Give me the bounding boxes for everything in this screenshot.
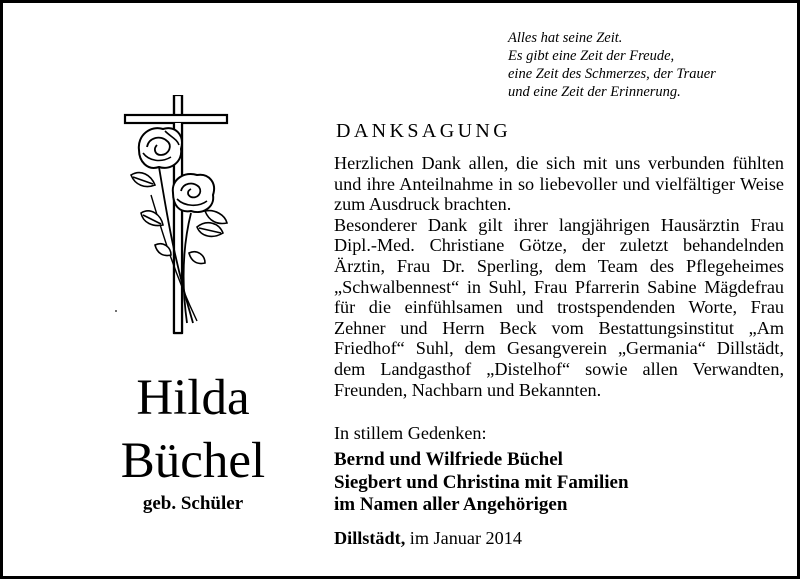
deceased-birth-name: geb. Schüler <box>142 493 244 514</box>
motto-line: Es gibt eine Zeit der Freude, <box>508 48 675 64</box>
cross-with-roses-icon <box>111 95 241 340</box>
motto-line: Alles hat seine Zeit. <box>508 30 623 46</box>
deceased-first-name: Hilda <box>136 370 250 426</box>
notice-date: im Januar 2014 <box>409 528 522 548</box>
motto-line: eine Zeit des Schmerzes, der Trauer <box>508 66 716 82</box>
closing-intro: In stillem Gedenken: <box>334 423 487 443</box>
family-line: Bernd und Wilfriede Büchel <box>334 449 563 470</box>
family-signatures <box>334 449 629 517</box>
family-line: im Namen aller Angehörigen <box>334 494 568 515</box>
motto-line: und eine Zeit der Erinnerung. <box>508 84 681 100</box>
place-date <box>334 528 522 549</box>
place-name: Dillstädt, <box>334 528 406 548</box>
thanks-text: Herzlichen Dank allen, die sich mit uns verbunden fühlten und ihre Anteilnahme in so liebevoller und vielfältiger Weise zum Ausdruck brachten. Besonderer Dank gilt ihrer langjährigen Hausärztin Frau Dipl.-Med. Christiane Götze, der zuletzt behandelnden Ärztin, Frau Dr. Sperling, dem Team des Pflegeheimes „Schwalbennest“ in Suhl, Frau Pfarrerin Sabine Mägdefrau für die einfühlsamen und trostspendenden Worte, Frau Zehner und Herrn Beck vom Bestattungsinstitut „Am Friedhof“ Suhl, dem Gesangverein „Germania“ Dillstädt, dem Landgasthof „Distelhof“ sowie allen Verwandten, Freunden, Nachbarn und Bekannten. <box>334 153 784 400</box>
family-line: Siegbert und Christina mit Familien <box>334 471 629 493</box>
motto-quote <box>508 29 793 101</box>
speck-mark <box>115 310 117 312</box>
deceased-last-name: Büchel <box>120 433 266 489</box>
notice-heading: DANKSAGUNG <box>336 120 512 142</box>
